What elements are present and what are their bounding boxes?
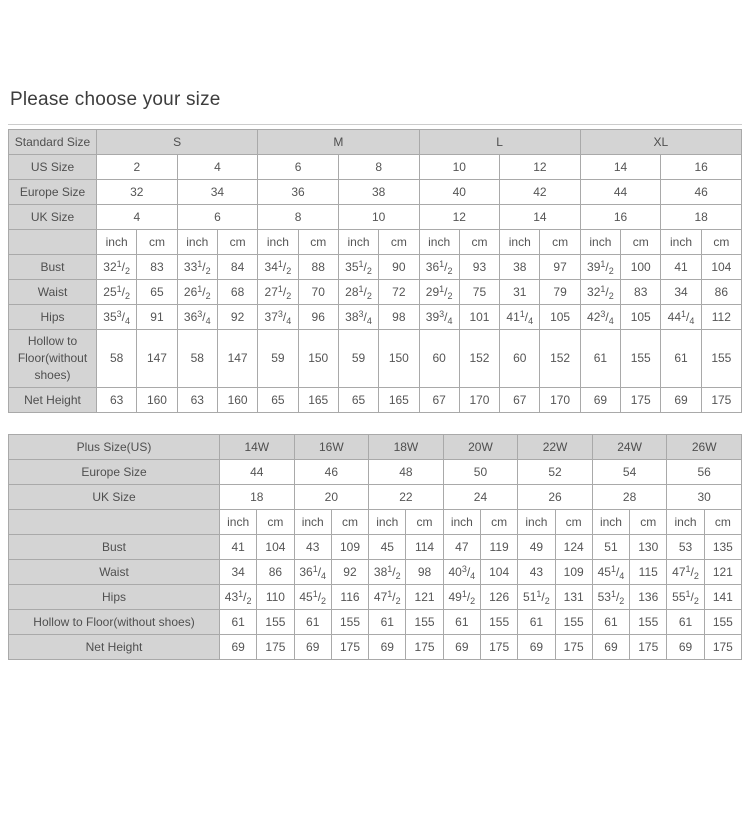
size-cell: 18W — [369, 435, 444, 460]
value-cell: 86 — [257, 560, 294, 585]
value-cell: 59 — [338, 330, 378, 388]
value-cell: 175 — [621, 388, 661, 413]
unit-cell: inch — [258, 230, 298, 255]
table-row — [9, 560, 742, 585]
value-cell: 91 — [137, 305, 177, 330]
value-cell: $39^3/_4$ — [419, 305, 459, 330]
value-cell: 67 — [500, 388, 540, 413]
value-cell: 96 — [298, 305, 338, 330]
size-cell: 26W — [667, 435, 742, 460]
unit-cell: cm — [540, 230, 580, 255]
unit-cell: inch — [338, 230, 378, 255]
value-cell: 175 — [257, 635, 294, 660]
value-cell: 175 — [704, 635, 741, 660]
unit-cell: inch — [580, 230, 620, 255]
value-cell: 63 — [177, 388, 217, 413]
value-cell: 175 — [630, 635, 667, 660]
unit-cell: cm — [217, 230, 257, 255]
value-cell: 72 — [379, 280, 419, 305]
value-cell: 61 — [294, 610, 331, 635]
size-cell: 54 — [592, 460, 667, 485]
size-cell: 46 — [294, 460, 369, 485]
table-row — [9, 205, 742, 230]
unit-cell: cm — [555, 510, 592, 535]
size-cell: 20W — [443, 435, 518, 460]
value-cell: 175 — [480, 635, 517, 660]
value-cell: 124 — [555, 535, 592, 560]
row-label: Plus Size(US) — [9, 435, 220, 460]
value-cell: 109 — [555, 560, 592, 585]
value-cell: 59 — [258, 330, 298, 388]
value-cell: 101 — [459, 305, 499, 330]
size-cell: 14 — [580, 155, 661, 180]
table-row — [9, 485, 742, 510]
value-cell: 147 — [217, 330, 257, 388]
value-cell: 165 — [298, 388, 338, 413]
value-cell: 155 — [621, 330, 661, 388]
value-cell: 165 — [379, 388, 419, 413]
value-cell: $35^1/_2$ — [338, 255, 378, 280]
unit-cell: inch — [177, 230, 217, 255]
row-label: UK Size — [9, 485, 220, 510]
value-cell: 51 — [592, 535, 629, 560]
value-cell: 147 — [137, 330, 177, 388]
size-cell: 30 — [667, 485, 742, 510]
value-cell: 121 — [406, 585, 443, 610]
size-cell: 12 — [500, 155, 581, 180]
value-cell: 38 — [500, 255, 540, 280]
value-cell: $29^1/_2$ — [419, 280, 459, 305]
value-cell: 43 — [294, 535, 331, 560]
value-cell: 83 — [137, 255, 177, 280]
value-cell: 43 — [518, 560, 555, 585]
value-cell: 121 — [704, 560, 741, 585]
unit-cell: inch — [443, 510, 480, 535]
value-cell: $41^1/_4$ — [500, 305, 540, 330]
value-cell: 119 — [480, 535, 517, 560]
value-cell: 152 — [540, 330, 580, 388]
value-cell: 60 — [419, 330, 459, 388]
unit-cell: inch — [667, 510, 704, 535]
value-cell: 152 — [459, 330, 499, 388]
row-label: Bust — [9, 255, 97, 280]
value-cell: 92 — [331, 560, 368, 585]
unit-cell: cm — [701, 230, 741, 255]
size-cell: 36 — [258, 180, 339, 205]
value-cell: 92 — [217, 305, 257, 330]
value-cell: 68 — [217, 280, 257, 305]
value-cell: $51^1/_2$ — [518, 585, 555, 610]
row-label: Hips — [9, 585, 220, 610]
size-cell: 16W — [294, 435, 369, 460]
value-cell: 65 — [338, 388, 378, 413]
size-cell: 32 — [97, 180, 178, 205]
value-cell: 160 — [217, 388, 257, 413]
unit-cell: cm — [704, 510, 741, 535]
table-row — [9, 130, 742, 155]
value-cell: 170 — [540, 388, 580, 413]
value-cell: 104 — [480, 560, 517, 585]
size-cell: 48 — [369, 460, 444, 485]
size-cell: L — [419, 130, 580, 155]
value-cell: 98 — [406, 560, 443, 585]
unit-cell: inch — [369, 510, 406, 535]
value-cell: 67 — [419, 388, 459, 413]
value-cell: 61 — [592, 610, 629, 635]
value-cell: $25^1/_2$ — [97, 280, 137, 305]
size-cell: 18 — [661, 205, 742, 230]
value-cell: 175 — [406, 635, 443, 660]
value-cell: 100 — [621, 255, 661, 280]
value-cell: 49 — [518, 535, 555, 560]
row-label: Hips — [9, 305, 97, 330]
value-cell: 88 — [298, 255, 338, 280]
value-cell: $38^1/_2$ — [369, 560, 406, 585]
value-cell: 115 — [630, 560, 667, 585]
value-cell: 34 — [661, 280, 701, 305]
size-cell: 16 — [580, 205, 661, 230]
unit-cell: cm — [406, 510, 443, 535]
row-label: Europe Size — [9, 180, 97, 205]
size-cell: 56 — [667, 460, 742, 485]
table-row — [9, 535, 742, 560]
size-cell: S — [97, 130, 258, 155]
value-cell: $27^1/_2$ — [258, 280, 298, 305]
value-cell: $53^1/_2$ — [592, 585, 629, 610]
page-title: Please choose your size — [10, 89, 221, 110]
value-cell: 130 — [630, 535, 667, 560]
unit-cell: cm — [621, 230, 661, 255]
value-cell: $36^3/_4$ — [177, 305, 217, 330]
value-cell: 61 — [661, 330, 701, 388]
value-cell: 58 — [177, 330, 217, 388]
value-cell: 126 — [480, 585, 517, 610]
value-cell: $40^3/_4$ — [443, 560, 480, 585]
unit-cell: cm — [459, 230, 499, 255]
size-cell: 14W — [220, 435, 295, 460]
unit-cell: inch — [294, 510, 331, 535]
standard-size-table — [8, 129, 742, 413]
row-label: Net Height — [9, 388, 97, 413]
value-cell: $36^1/_4$ — [294, 560, 331, 585]
size-cell: 20 — [294, 485, 369, 510]
value-cell: 155 — [331, 610, 368, 635]
table-row — [9, 180, 742, 205]
table-row — [9, 435, 742, 460]
row-label: Hollow to Floor(without shoes) — [9, 610, 220, 635]
value-cell: $35^3/_4$ — [97, 305, 137, 330]
size-cell: 6 — [177, 205, 258, 230]
value-cell: 86 — [701, 280, 741, 305]
value-cell: $44^1/_4$ — [661, 305, 701, 330]
value-cell: $55^1/_2$ — [667, 585, 704, 610]
row-label: Europe Size — [9, 460, 220, 485]
table-row — [9, 388, 742, 413]
value-cell: 155 — [704, 610, 741, 635]
size-cell: 46 — [661, 180, 742, 205]
plus-size-table — [8, 434, 742, 660]
value-cell: 110 — [257, 585, 294, 610]
value-cell: 150 — [298, 330, 338, 388]
size-cell: M — [258, 130, 419, 155]
unit-cell: inch — [592, 510, 629, 535]
value-cell: $33^1/_2$ — [177, 255, 217, 280]
row-label: Hollow to Floor(without shoes) — [9, 330, 97, 388]
value-cell: 79 — [540, 280, 580, 305]
row-label: Waist — [9, 560, 220, 585]
unit-cell: cm — [630, 510, 667, 535]
size-cell: 26 — [518, 485, 593, 510]
size-cell: 16 — [661, 155, 742, 180]
size-cell: 2 — [97, 155, 178, 180]
table-row — [9, 255, 742, 280]
row-label: Standard Size — [9, 130, 97, 155]
table-row — [9, 610, 742, 635]
value-cell: 160 — [137, 388, 177, 413]
unit-cell: inch — [220, 510, 257, 535]
value-cell: 53 — [667, 535, 704, 560]
value-cell: 105 — [621, 305, 661, 330]
table-row — [9, 280, 742, 305]
size-cell: XL — [580, 130, 741, 155]
value-cell: 69 — [667, 635, 704, 660]
value-cell: 109 — [331, 535, 368, 560]
value-cell: 104 — [257, 535, 294, 560]
unit-cell: cm — [257, 510, 294, 535]
value-cell: 83 — [621, 280, 661, 305]
divider — [8, 124, 742, 125]
value-cell: 150 — [379, 330, 419, 388]
row-label: UK Size — [9, 205, 97, 230]
size-cell: 10 — [419, 155, 500, 180]
value-cell: 112 — [701, 305, 741, 330]
size-cell: 50 — [443, 460, 518, 485]
value-cell: 70 — [298, 280, 338, 305]
table-row — [9, 330, 742, 388]
value-cell: $34^1/_2$ — [258, 255, 298, 280]
unit-cell: cm — [298, 230, 338, 255]
unit-cell: cm — [379, 230, 419, 255]
value-cell: 61 — [443, 610, 480, 635]
value-cell: 136 — [630, 585, 667, 610]
value-cell: $36^1/_2$ — [419, 255, 459, 280]
value-cell: $39^1/_2$ — [580, 255, 620, 280]
value-cell: 155 — [406, 610, 443, 635]
value-cell: $45^1/_4$ — [592, 560, 629, 585]
size-cell: 6 — [258, 155, 339, 180]
value-cell: 75 — [459, 280, 499, 305]
unit-cell: cm — [331, 510, 368, 535]
value-cell: 116 — [331, 585, 368, 610]
value-cell: 104 — [701, 255, 741, 280]
row-label: Bust — [9, 535, 220, 560]
value-cell: 34 — [220, 560, 257, 585]
table-row — [9, 635, 742, 660]
value-cell: 175 — [331, 635, 368, 660]
table-row — [9, 155, 742, 180]
table-row — [9, 305, 742, 330]
value-cell: $47^1/_2$ — [369, 585, 406, 610]
size-cell: 28 — [592, 485, 667, 510]
row-label: Waist — [9, 280, 97, 305]
value-cell: 69 — [294, 635, 331, 660]
value-cell: $28^1/_2$ — [338, 280, 378, 305]
value-cell: 84 — [217, 255, 257, 280]
size-cell: 44 — [220, 460, 295, 485]
value-cell: 155 — [555, 610, 592, 635]
value-cell: 155 — [630, 610, 667, 635]
size-cell: 22 — [369, 485, 444, 510]
value-cell: 114 — [406, 535, 443, 560]
value-cell: 155 — [257, 610, 294, 635]
row-label: US Size — [9, 155, 97, 180]
unit-row — [9, 230, 742, 255]
unit-cell: cm — [137, 230, 177, 255]
size-cell: 4 — [177, 155, 258, 180]
table-gap — [0, 413, 750, 434]
value-cell: 41 — [220, 535, 257, 560]
value-cell: 31 — [500, 280, 540, 305]
size-cell: 44 — [580, 180, 661, 205]
value-cell: $37^3/_4$ — [258, 305, 298, 330]
unit-corner-cell — [9, 230, 97, 255]
unit-cell: inch — [97, 230, 137, 255]
value-cell: 97 — [540, 255, 580, 280]
value-cell: 155 — [701, 330, 741, 388]
value-cell: $32^1/_2$ — [580, 280, 620, 305]
value-cell: $43^1/_2$ — [220, 585, 257, 610]
value-cell: 93 — [459, 255, 499, 280]
value-cell: 170 — [459, 388, 499, 413]
value-cell: $32^1/_2$ — [97, 255, 137, 280]
unit-cell: inch — [500, 230, 540, 255]
value-cell: 175 — [701, 388, 741, 413]
size-cell: 8 — [258, 205, 339, 230]
size-cell: 4 — [97, 205, 178, 230]
value-cell: 69 — [369, 635, 406, 660]
value-cell: $47^1/_2$ — [667, 560, 704, 585]
value-cell: 61 — [667, 610, 704, 635]
value-cell: 61 — [518, 610, 555, 635]
value-cell: 98 — [379, 305, 419, 330]
table-row — [9, 460, 742, 485]
size-cell: 24W — [592, 435, 667, 460]
unit-cell: cm — [480, 510, 517, 535]
value-cell: 65 — [137, 280, 177, 305]
unit-cell: inch — [518, 510, 555, 535]
size-cell: 12 — [419, 205, 500, 230]
size-cell: 52 — [518, 460, 593, 485]
size-cell: 42 — [500, 180, 581, 205]
unit-row — [9, 510, 742, 535]
value-cell: 69 — [580, 388, 620, 413]
value-cell: 61 — [369, 610, 406, 635]
size-cell: 14 — [500, 205, 581, 230]
value-cell: 135 — [704, 535, 741, 560]
value-cell: $38^3/_4$ — [338, 305, 378, 330]
value-cell: 45 — [369, 535, 406, 560]
value-cell: 60 — [500, 330, 540, 388]
size-cell: 34 — [177, 180, 258, 205]
value-cell: 175 — [555, 635, 592, 660]
unit-cell: inch — [661, 230, 701, 255]
value-cell: 90 — [379, 255, 419, 280]
value-cell: 69 — [220, 635, 257, 660]
value-cell: 58 — [97, 330, 137, 388]
value-cell: $26^1/_2$ — [177, 280, 217, 305]
size-cell: 24 — [443, 485, 518, 510]
unit-corner-cell — [9, 510, 220, 535]
value-cell: 65 — [258, 388, 298, 413]
size-cell: 22W — [518, 435, 593, 460]
value-cell: $49^1/_2$ — [443, 585, 480, 610]
value-cell: 69 — [661, 388, 701, 413]
value-cell: 47 — [443, 535, 480, 560]
value-cell: 155 — [480, 610, 517, 635]
value-cell: 61 — [220, 610, 257, 635]
unit-cell: inch — [419, 230, 459, 255]
size-cell: 10 — [338, 205, 419, 230]
size-cell: 8 — [338, 155, 419, 180]
size-cell: 40 — [419, 180, 500, 205]
value-cell: 63 — [97, 388, 137, 413]
value-cell: 105 — [540, 305, 580, 330]
size-cell: 38 — [338, 180, 419, 205]
value-cell: 41 — [661, 255, 701, 280]
value-cell: 69 — [443, 635, 480, 660]
value-cell: 131 — [555, 585, 592, 610]
value-cell: $42^3/_4$ — [580, 305, 620, 330]
size-cell: 18 — [220, 485, 295, 510]
value-cell: 61 — [580, 330, 620, 388]
row-label: Net Height — [9, 635, 220, 660]
table-row — [9, 585, 742, 610]
value-cell: 69 — [592, 635, 629, 660]
value-cell: $45^1/_2$ — [294, 585, 331, 610]
value-cell: 141 — [704, 585, 741, 610]
value-cell: 69 — [518, 635, 555, 660]
